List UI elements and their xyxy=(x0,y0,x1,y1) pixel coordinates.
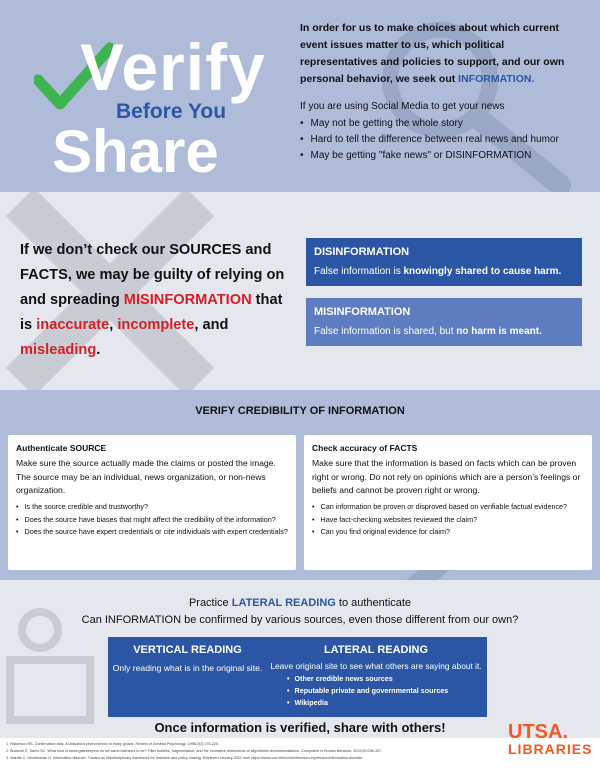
vertical-reading-box xyxy=(108,637,267,717)
misinformation-word: MISINFORMATION xyxy=(123,292,252,308)
reference-item: 2. Bucknell E, Sarris SC. What kind of news gatekeepers do we want machines to be? Filter bubbles, fragmentation, and the normative dimensions of algorithmic recommendations. Computers in Human Behavior. 2019;90:298-307. xyxy=(6,749,383,753)
list-item: • May not be getting the whole story xyxy=(300,116,590,132)
social-heading: If you are using Social Media to get your news xyxy=(300,101,505,112)
card-title: Authenticate SOURCE xyxy=(16,443,107,453)
lateral-title: LATERAL READING xyxy=(323,644,429,656)
list-item: • Can you find original evidence for claim? xyxy=(312,526,592,539)
list-item: • Other credible news sources xyxy=(287,673,448,685)
list-item: • Hard to tell the difference between real news and humor xyxy=(300,132,590,148)
card-title: Check accuracy of FACTS xyxy=(312,443,418,453)
intro-highlight: INFORMATION. xyxy=(458,73,535,85)
list-item: • Is the source credible and trustworthy? xyxy=(16,501,296,514)
logo-before-you: Before You xyxy=(116,100,227,123)
definition-title: DISINFORMATION xyxy=(314,246,410,258)
definition-text: False information is shared, but no harm is meant. xyxy=(314,326,542,337)
card-list xyxy=(312,501,592,539)
intro-text: In order for us to make choices about which current event issues matter to us, which political representatives and policies to support, and our own personal behavior, we seek out INFORMATION. xyxy=(300,22,565,85)
reference-item: 1. Nickerson RS. Confirmation bias: A ubiquitous phenomenon in many guises. Review of General Psychology. 1998;2(2):175-220. xyxy=(6,742,219,746)
facts-card xyxy=(304,435,592,570)
vertical-title: VERTICAL READING xyxy=(133,644,242,656)
card-desc: Make sure the source actually made the claims or posted the image. The source may be an individual, news organization, or non-news organization. xyxy=(16,458,276,495)
list-item: • Reputable private and governmental sources xyxy=(287,685,448,697)
main-message: If we don’t check our SOURCES and FACTS, we may be guilty of relying on and spreading MISINFORMATION that is inaccurate, incomplete, and misleading. xyxy=(20,242,285,358)
card-list xyxy=(16,501,296,539)
source-card xyxy=(8,435,296,570)
lateral-desc: Leave original site to see what others are saying about it. xyxy=(270,661,482,671)
reference-item: 3. Wardle C, Derakhshan H. Information disorder: Toward an interdisciplinary framework for research and policy making. Retrieved January 2021 from https://www.coe.int/en/web/freedom-expression/information-disorder xyxy=(6,756,363,760)
verify-heading: VERIFY CREDIBILITY OF INFORMATION xyxy=(195,405,405,417)
card-desc: Make sure that the information is based on facts which can be proven right or wrong. Do not rely on opinions which are a person’s feelings or beliefs and cannot be proven right or wrong. xyxy=(312,458,581,495)
references xyxy=(6,741,466,762)
lateral-list xyxy=(287,673,448,709)
list-item: • Have fact-checking websites reviewed the claim? xyxy=(312,514,592,527)
lateral-reading-box xyxy=(265,637,487,717)
definition-text: False information is knowingly shared to cause harm. xyxy=(314,266,562,277)
list-item: • Does the source have biases that might affect the credibility of the information? xyxy=(16,514,296,527)
utsa-logo: UTSA. xyxy=(508,721,568,743)
practice-question: Can INFORMATION be confirmed by various sources, even those different from our own? xyxy=(81,614,519,626)
list-item: • May be getting "fake news" or DISINFORMATION xyxy=(300,148,590,164)
definition-title: MISINFORMATION xyxy=(314,306,411,318)
social-list xyxy=(300,116,590,164)
list-item: • Does the source have expert credentials or cite individuals with expert credentials? xyxy=(16,526,296,539)
list-item: • Wikipedia xyxy=(287,697,448,709)
libraries-logo: LIBRARIES xyxy=(508,741,593,757)
practice-line: Practice LATERAL READING to authenticate xyxy=(188,597,412,609)
logo-verify: Verify xyxy=(80,30,266,104)
vertical-desc: Only reading what is in the original site. xyxy=(112,663,263,673)
disinformation-box xyxy=(306,238,582,286)
misinformation-box xyxy=(306,298,582,346)
final-message: Once information is verified, share with others! xyxy=(154,720,446,735)
logo-share: Share xyxy=(52,118,219,185)
list-item: • Can information be proven or disproved based on verifiable factual evidence? xyxy=(312,501,592,514)
